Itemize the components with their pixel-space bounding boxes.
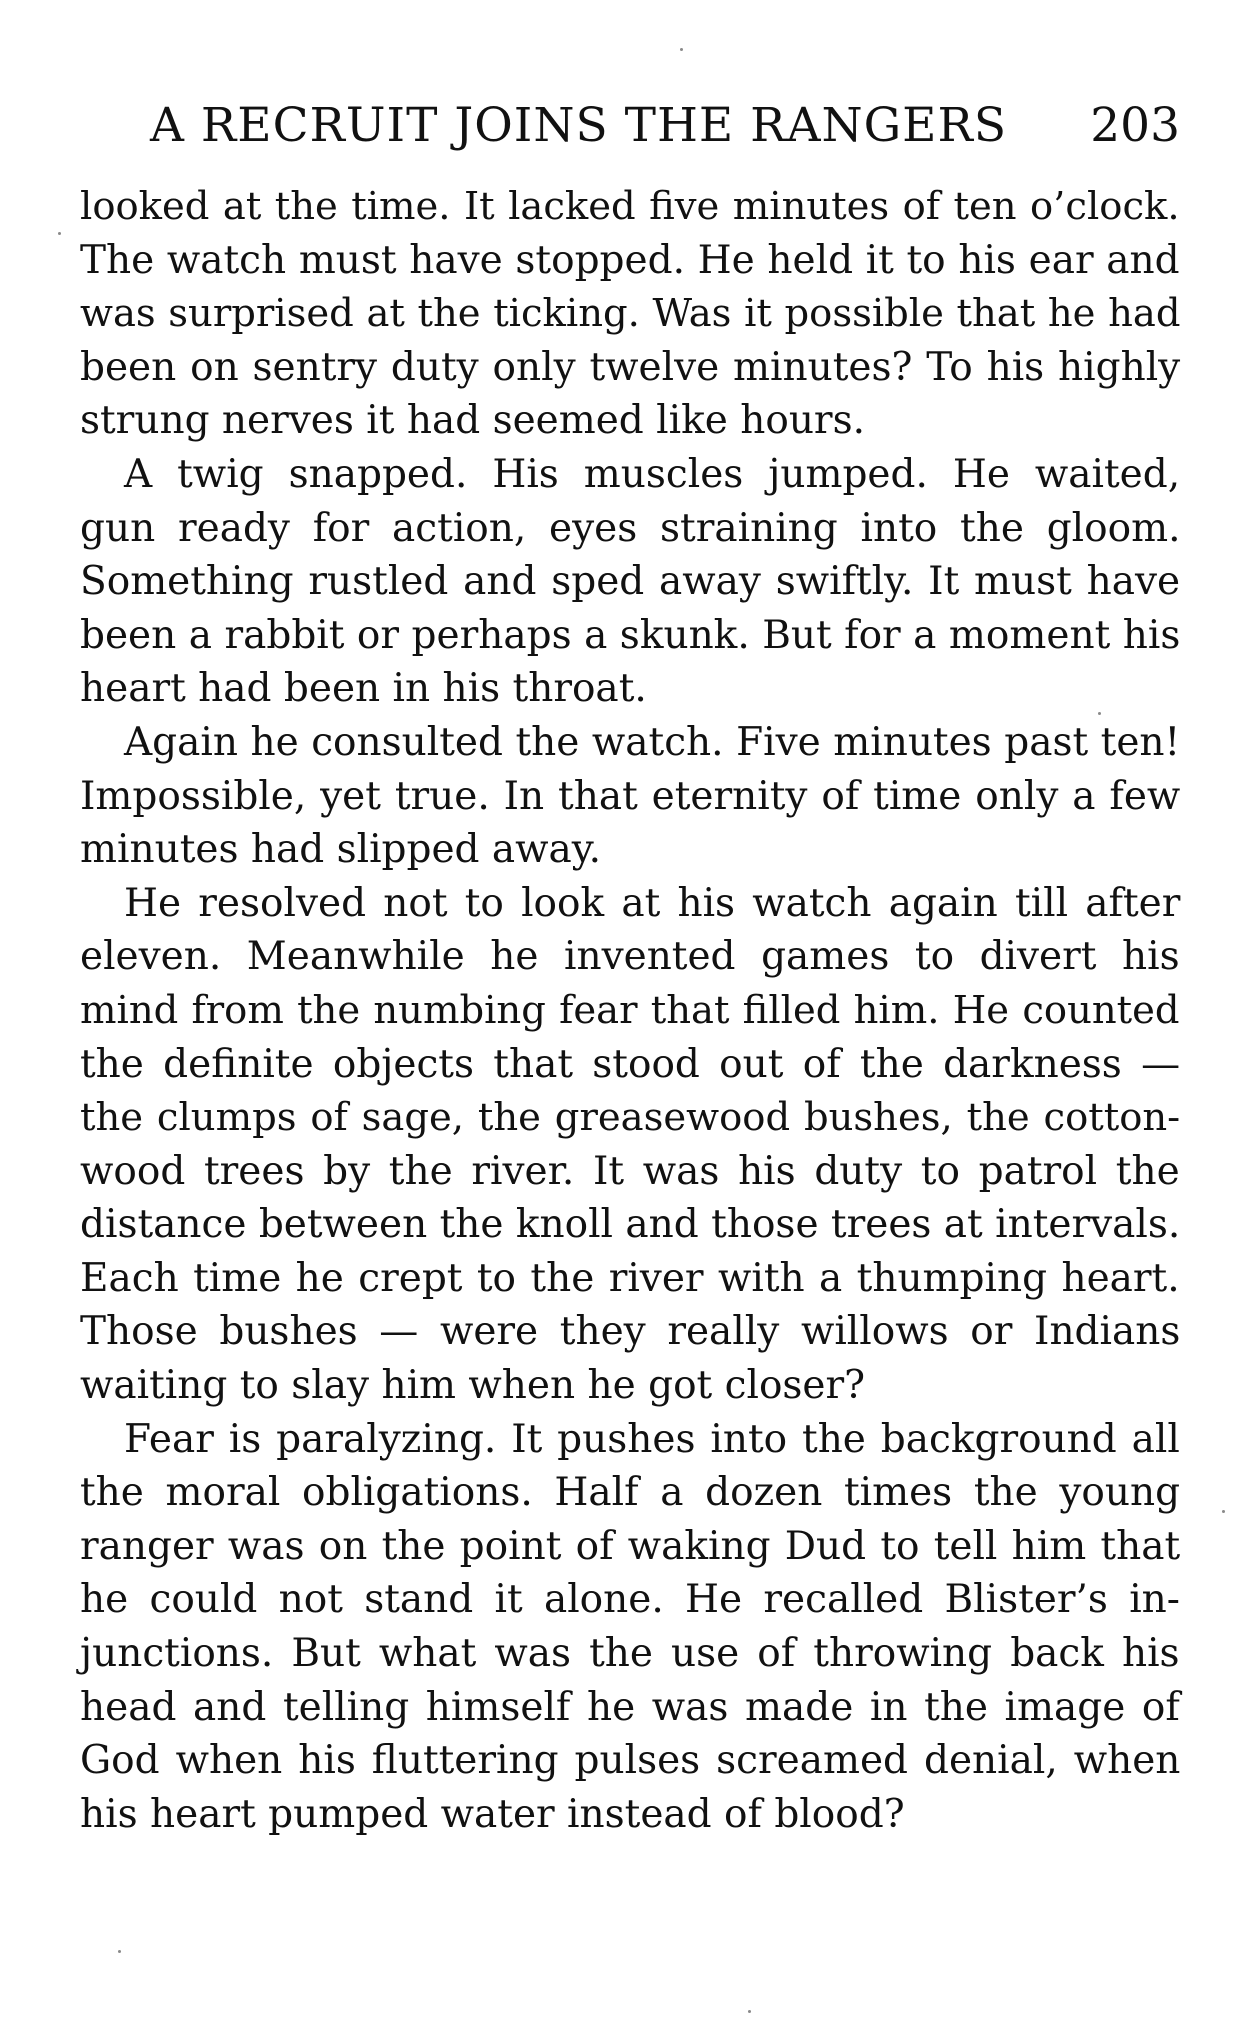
text-line: Each time he crept to the river with a thumping heart. (80, 1255, 1180, 1301)
scan-speck (1098, 712, 1101, 715)
text-line: A twig snapped. His muscles jumped. He waited, (124, 451, 1181, 497)
scan-speck (58, 232, 61, 235)
running-title: A RECRUIT JOINS THE RANGERS (150, 98, 1008, 153)
text-line: waiting to slay him when he got closer? (80, 1363, 866, 1409)
scan-speck (1222, 1510, 1225, 1513)
text-line: heart had been in his throat. (80, 666, 647, 712)
running-head (150, 98, 1180, 158)
text-line: the clumps of sage, the greasewood bushes, the cotton- (80, 1095, 1181, 1141)
page-number: 203 (1090, 98, 1180, 153)
text-line: junctions. But what was the use of throwing back his (80, 1631, 1180, 1677)
text-line: Fear is paralyzing. It pushes into the background all (124, 1416, 1180, 1462)
text-line: He resolved not to look at his watch again till after (124, 880, 1181, 926)
text-line: ranger was on the point of waking Dud to tell him that (80, 1523, 1181, 1569)
text-line: was surprised at the ticking. Was it possible that he had (80, 291, 1181, 337)
text-line: The watch must have stopped. He held it to his ear and (80, 237, 1180, 283)
scan-speck (680, 48, 683, 51)
text-line: wood trees by the river. It was his duty to patrol the (80, 1148, 1180, 1194)
text-line: strung nerves it had seemed like hours. (80, 398, 865, 444)
text-line: minutes had slipped away. (80, 827, 602, 873)
text-line: distance between the knoll and those trees at intervals. (80, 1202, 1181, 1248)
text-line: eleven. Meanwhile he invented games to divert his (80, 934, 1180, 980)
text-line: been a rabbit or perhaps a skunk. But for a moment his (80, 612, 1181, 658)
text-line: Those bushes — were they really willows or Indians (80, 1309, 1181, 1355)
scan-speck (118, 1950, 121, 1953)
text-line: gun ready for action, eyes straining into the gloom. (80, 505, 1181, 551)
text-line: looked at the time. It lacked five minutes of ten o’clock. (80, 184, 1180, 229)
text-line: Impossible, yet true. In that eternity of time only a few (80, 773, 1181, 819)
text-line: mind from the numbing fear that filled him. He counted (80, 987, 1180, 1033)
text-line: the moral obligations. Half a dozen times the young (80, 1470, 1181, 1516)
text-line: his heart pumped water instead of blood? (80, 1791, 905, 1837)
text-line: Something rustled and sped away swiftly. It must have (80, 559, 1181, 605)
text-line: head and telling himself he was made in the image of (80, 1684, 1180, 1730)
text-line: Again he consulted the watch. Five minutes past ten! (124, 719, 1181, 765)
text-line: been on sentry duty only twelve minutes? To his highly (80, 344, 1181, 390)
text-line: he could not stand it alone. He recalled Blister’s in- (80, 1577, 1180, 1623)
body-text (80, 180, 1180, 1841)
text-line: God when his fluttering pulses screamed denial, when (80, 1738, 1181, 1784)
text-line: the definite objects that stood out of the darkness — (80, 1041, 1181, 1087)
scan-speck (748, 2010, 751, 2013)
